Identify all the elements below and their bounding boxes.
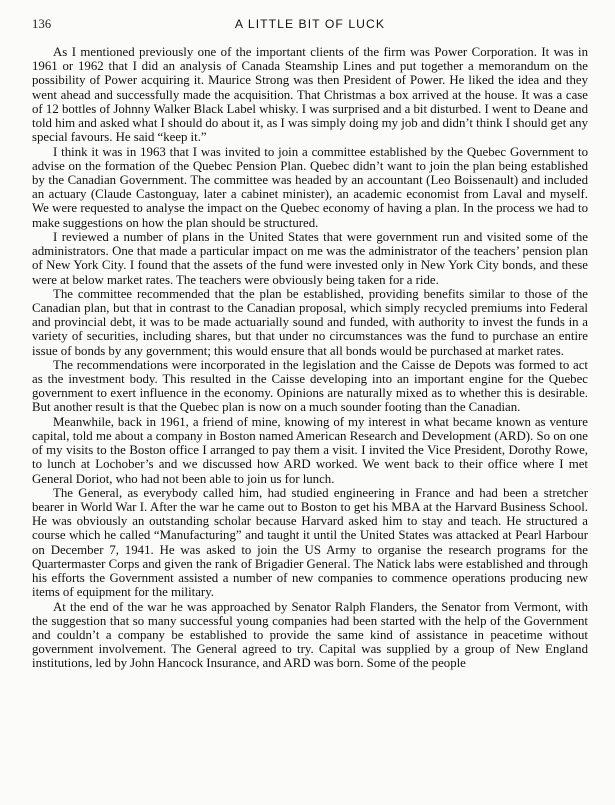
paragraph: The General, as everybody called him, had studied engineering in France and had been a stretcher bearer in World War I. After the war he came out to Boston to get his MBA at the Harvard Business School. He was obviously an outstanding scholar because Harvard asked him to stay and teach. He structured a course which he called “Manufacturing” and taught it until the United States was attacked at Pearl Harbour on December 7, 1941. He was asked to join the US Army to organise the research programs for the Quartermaster Corps and given the rank of Brigadier General. The Natick labs were established and through his efforts the Government assisted a number of new companies to commence operations producing new items of equipment for the military. <box>32 485 588 600</box>
running-header <box>32 17 588 33</box>
body-text-column <box>32 45 588 671</box>
page-number: 136 <box>32 17 52 31</box>
paragraph: As I mentioned previously one of the important clients of the firm was Power Corporation. It was in 1961 or 1962 that I did an analysis of Canada Steamship Lines and put together a memorandum on the possibility of Power acquiring it. Maurice Strong was then President of Power. He liked the idea and they went ahead and successfully made the acquisition. That Christmas a box arrived at the house. It was a case of 12 bottles of Johnny Walker Black Label whisky. I was surprised and a bit disturbed. I went to Deane and told him and asked what I should do about it, as I was simply doing my job and didn’t think I should get any special favours. He said “keep it.” <box>32 45 588 145</box>
paragraph: Meanwhile, back in 1961, a friend of mine, knowing of my interest in what became known as venture capital, told me about a company in Boston named American Research and Development (ARD). So on one of my visits to the Boston office I arranged to pay them a visit. I invited the Vice President, Dorothy Rowe, to lunch at Lochober’s and we discussed how ARD worked. We went back to their office where I met General Doriot, who had not been able to join us for lunch. <box>32 414 588 486</box>
paragraph: I reviewed a number of plans in the United States that were government run and visited some of the administrators. One that made a particular impact on me was the administrator of the teachers’ pension plan of New York City. I found that the assets of the fund were invested only in New York City bonds, and these were at below market rates. The teachers were obviously being taken for a ride. <box>32 229 588 287</box>
page-title: A LITTLE BIT OF LUCK <box>234 17 386 31</box>
paragraph: I think it was in 1963 that I was invited to join a committee established by the Quebec Government to advise on the formation of the Quebec Pension Plan. Quebec didn’t want to join the plan being established by the Canadian Government. The committee was headed by an accountant (Leo Boissenault) and included an actuary (Claude Castonguay, later a cabinet minister), an academic economist from Laval and myself. We were requested to analyse the impact on the Quebec economy of having a plan. In the process we had to make suggestions on how the plan should be structured. <box>32 144 588 230</box>
paragraph: The recommendations were incorporated in the legislation and the Caisse de Depots was formed to act as the investment body. This resulted in the Caisse developing into an important engine for the Quebec government to exert influence in the economy. Opinions are naturally mixed as to whether this is desirable. But another result is that the Quebec plan is now on a much sounder footing than the Canadian. <box>32 357 588 415</box>
paragraph: At the end of the war he was approached by Senator Ralph Flanders, the Senator from Vermont, with the suggestion that so many successful young companies had been started with the help of the Government and couldn’t a company be established to provide the same kind of assistance in peacetime without government involvement. The General agreed to try. Capital was supplied by a group of New England institutions, led by John Hancock Insurance, and ARD was born. Some of the people <box>32 599 588 671</box>
paragraph: The committee recommended that the plan be established, providing benefits similar to those of the Canadian plan, but that in contrast to the Canadian proposal, which simply recycled premiums into Federal and provincial debt, it was to be made actuarially sound and funded, with authority to invest the funds in a variety of securities, including shares, but that under no circumstances was the fund to purchase an entire issue of bonds by any government; this would ensure that all bonds would be purchased at market rates. <box>32 286 588 358</box>
